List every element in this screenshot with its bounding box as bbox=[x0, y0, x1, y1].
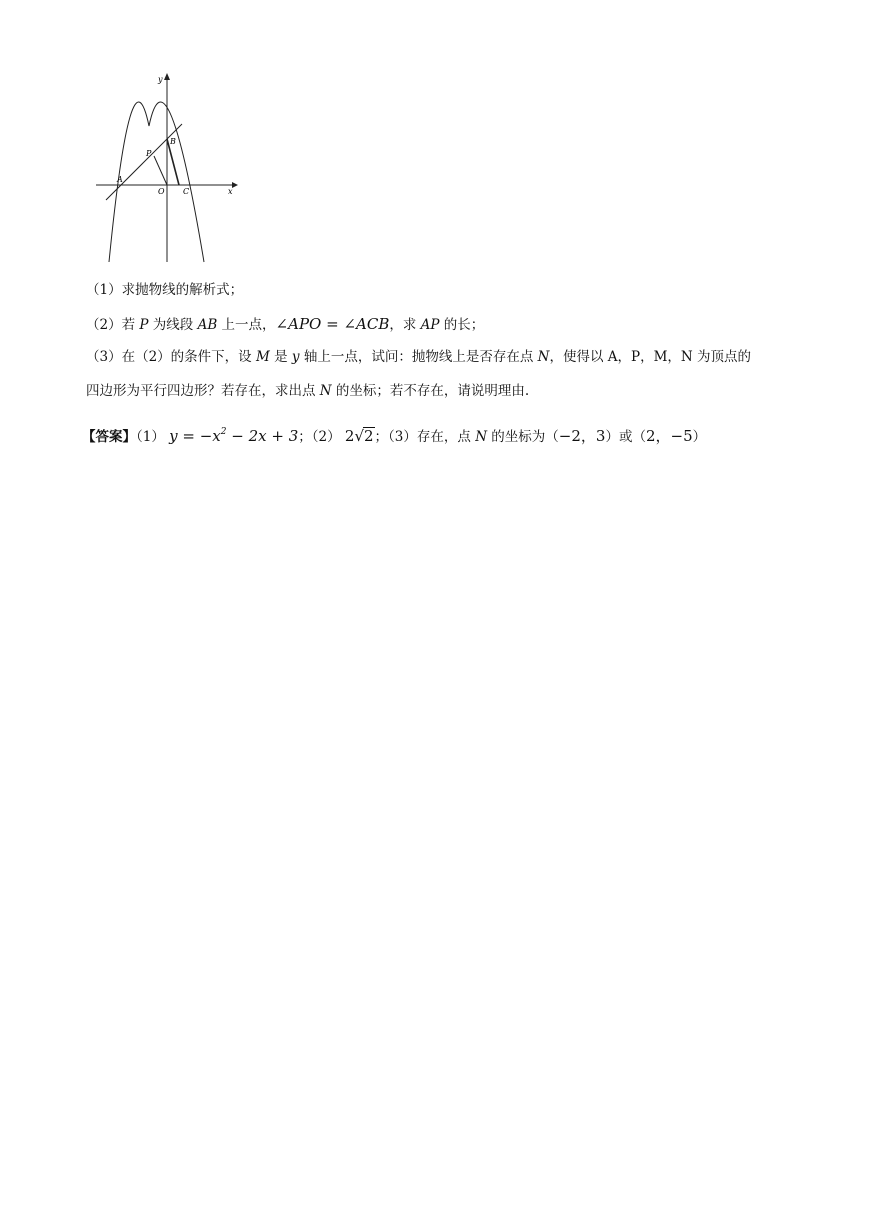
q2-text-prefix: （2）若 bbox=[86, 317, 140, 333]
answer-coordinate-2: 2，−5 bbox=[645, 427, 693, 445]
q2-text-mid2: 上一点， bbox=[217, 317, 276, 333]
label-a: A bbox=[117, 175, 123, 184]
label-c: C bbox=[183, 187, 190, 196]
q2-angle-equation: ∠APO = ∠ACB bbox=[275, 315, 390, 333]
y-axis-arrow bbox=[164, 73, 170, 80]
parabola-diagram bbox=[92, 70, 242, 266]
answer-separator-2: ；（3）存在，点 bbox=[374, 429, 476, 445]
q2-segment-ap: AP bbox=[420, 317, 440, 333]
q3-text-mid2: 轴上一点，试问：抛物线上是否存在点 bbox=[299, 349, 538, 365]
q2-text-mid1: 为线段 bbox=[148, 317, 198, 333]
answer-eq-part-a: y = −x bbox=[169, 427, 221, 445]
q2-point-p: P bbox=[139, 317, 149, 333]
q3-text-prefix: （3）在（2）的条件下，设 bbox=[86, 349, 256, 365]
parabola-curve bbox=[109, 102, 204, 262]
question-1 bbox=[86, 280, 243, 300]
q3-text-mid1: 是 bbox=[269, 349, 292, 365]
q3-point-m: M bbox=[255, 349, 270, 365]
answer-line bbox=[82, 422, 706, 447]
label-p: P bbox=[146, 149, 152, 158]
label-o: O bbox=[158, 187, 165, 196]
answer-coordinate-1: −2，3 bbox=[558, 427, 606, 445]
answer-part1-label: （1） bbox=[136, 429, 165, 445]
q2-segment-ab: AB bbox=[197, 317, 218, 333]
answer-sqrt-radicand: 2 bbox=[364, 427, 374, 445]
answer-separator-1: ；（2） bbox=[298, 429, 341, 445]
answer-part2-value: 2√2 bbox=[344, 427, 374, 445]
q3-text-end: ，使得以 A，P，M，N 为顶点的 bbox=[549, 349, 752, 365]
answer-part3-text: 的坐标为（ bbox=[487, 429, 559, 445]
answer-or: ）或（ bbox=[605, 429, 646, 445]
label-y: y bbox=[158, 75, 163, 84]
q3-point-n: N bbox=[537, 349, 550, 365]
q2-text-mid3: ，求 bbox=[389, 317, 421, 333]
answer-eq-part-b: − 2x + 3 bbox=[226, 427, 299, 445]
q2-text-end: 的长； bbox=[439, 317, 485, 333]
answer-eq-exponent: 2 bbox=[220, 427, 227, 437]
question-1-text: （1）求抛物线的解析式； bbox=[86, 282, 244, 298]
segment-po bbox=[154, 156, 167, 185]
label-x: x bbox=[228, 187, 233, 196]
label-b: B bbox=[170, 137, 176, 146]
q3-line2-end: 的坐标；若不存在，请说明理由. bbox=[331, 383, 530, 399]
line-ab bbox=[106, 124, 182, 200]
q3-line2-point-n: N bbox=[319, 383, 332, 399]
answer-tag: 【答案】 bbox=[82, 429, 136, 445]
question-3-continued bbox=[86, 381, 529, 401]
x-axis-arrow bbox=[232, 182, 238, 188]
parabola-figure bbox=[92, 70, 242, 266]
q3-axis-y: y bbox=[291, 349, 300, 365]
q3-line2-prefix: 四边形为平行四边形？若存在，求出点 bbox=[86, 383, 320, 399]
question-2 bbox=[86, 314, 484, 335]
answer-sqrt-coefficient: 2 bbox=[344, 427, 355, 445]
question-3 bbox=[86, 347, 751, 367]
answer-end: ） bbox=[692, 429, 707, 445]
answer-part1-equation bbox=[169, 427, 298, 445]
answer-point-n: N bbox=[475, 429, 487, 445]
